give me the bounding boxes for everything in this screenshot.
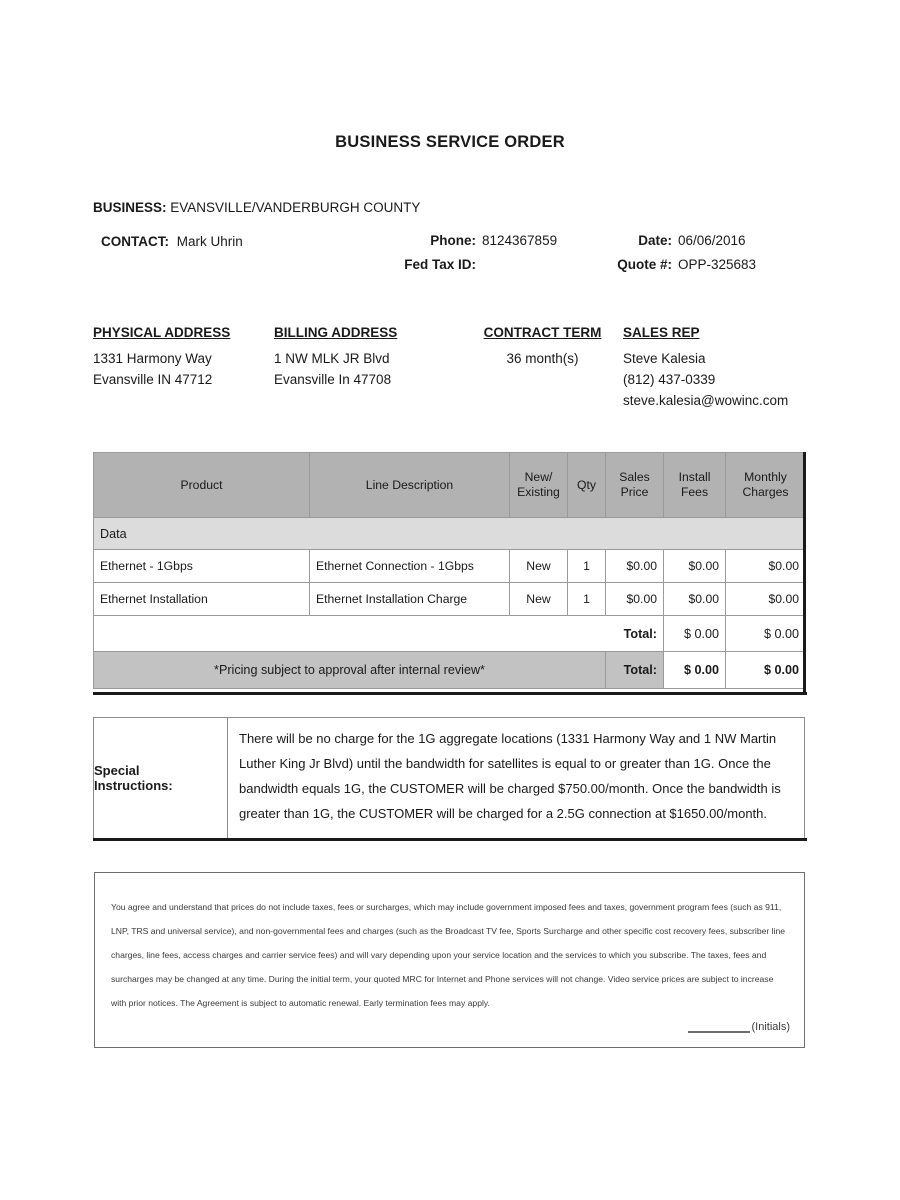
cell-new-existing: New (510, 583, 568, 616)
fed-tax-id-label: Fed Tax ID: (404, 257, 476, 272)
sales-rep-phone: (812) 437-0339 (623, 372, 716, 387)
column-header-qty-line1: Qty (577, 477, 596, 492)
special-instructions-label: Special Instructions: (94, 718, 228, 838)
cell-sales-price: $0.00 (606, 550, 664, 583)
special-instructions-bottom-rule (93, 838, 807, 841)
table-row (94, 550, 806, 583)
pricing-approval-note: *Pricing subject to approval after internal review* (94, 652, 606, 689)
column-header-install-fees-line2: Fees (680, 485, 709, 499)
column-header-monthly-charges-line1: Monthly (744, 470, 787, 484)
business-line (93, 200, 420, 215)
grand-total-label: Total: (606, 652, 664, 689)
column-header-new-existing-line2: Existing (517, 485, 560, 499)
cell-product: Ethernet - 1Gbps (94, 550, 310, 583)
business-value: EVANSVILLE/VANDERBURGH COUNTY (170, 200, 421, 215)
physical-address-block (93, 322, 230, 390)
phone-label: Phone: (430, 233, 476, 248)
grand-total-row (94, 652, 806, 689)
initials-field[interactable] (688, 1020, 790, 1033)
table-header-row (94, 453, 806, 518)
date-field (600, 233, 800, 248)
sales-rep-email: steve.kalesia@wowinc.com (623, 393, 789, 408)
contract-term-heading: CONTRACT TERM (483, 325, 602, 340)
column-header-line-description-line1: Line Description (365, 477, 454, 492)
column-header-product (94, 453, 310, 518)
cell-install-fees: $0.00 (664, 550, 726, 583)
table-right-rule (803, 452, 806, 695)
sales-rep-name: Steve Kalesia (623, 351, 706, 366)
cell-monthly-charges: $0.00 (726, 550, 806, 583)
subtotal-row (94, 616, 806, 652)
quote-number-field (600, 257, 800, 272)
initials-label: (Initials) (751, 1021, 790, 1033)
line-items-table (93, 452, 806, 689)
table-group-label: Data (94, 518, 806, 550)
date-label: Date: (638, 233, 672, 248)
column-header-sales-price-line1: Sales (619, 470, 650, 484)
terms-and-conditions-text: You agree and understand that prices do not include taxes, fees or surcharges, which may include government imposed fees and taxes, government program fees (such as 911, LNP, TRS and universal service), and non-governmental fees and charges (such as the Broadcast TV fee, Sports Surcharge and other specific cost recovery fees, subscriber line charges, line fees, access charges and carrier service fees) and will vary depending upon your service location and the services to which you subscribe. The taxes, fees and surcharges may be changed at any time. During the initial term, your quoted MRC for Internet and Phone services will not change. Video service prices are subject to increase with prior notices. The Agreement is subject to automatic renewal. Early termination fees may apply. (111, 902, 786, 1008)
quote-label: Quote #: (617, 257, 672, 272)
sales-rep-block (623, 322, 788, 411)
column-header-new-existing (510, 453, 568, 518)
quote-value: OPP-325683 (678, 257, 757, 272)
initials-signature-line[interactable] (688, 1020, 750, 1033)
header-right-column (600, 233, 800, 281)
physical-address-line1: 1331 Harmony Way (93, 351, 212, 366)
phone-value: 8124367859 (482, 233, 558, 248)
contact-line (101, 234, 243, 249)
grand-total-install-fees: $ 0.00 (664, 652, 726, 689)
subtotal-monthly-charges: $ 0.00 (726, 616, 806, 652)
column-header-product-line1: Product (180, 477, 223, 492)
date-value: 06/06/2016 (678, 233, 746, 248)
cell-description: Ethernet Connection - 1Gbps (310, 550, 510, 583)
special-instructions-text: There will be no charge for the 1G aggregate locations (1331 Harmony Way and 1 NW Martin Luther King Jr Blvd) until the bandwidth for satellites is equal to or greater than 1G. Once the bandwidth equals 1G, the CUSTOMER will be charged $750.00/month. Once the bandwidth is greater than 1G, the CUSTOMER will be charged for a 2.5G connection at $1650.00/month. (239, 731, 781, 821)
contact-label: CONTACT: (101, 234, 169, 249)
terms-and-conditions-box (94, 872, 805, 1048)
column-header-install-fees (664, 453, 726, 518)
special-instructions-box (93, 717, 805, 839)
subtotal-install-fees: $ 0.00 (664, 616, 726, 652)
billing-address-heading: BILLING ADDRESS (274, 325, 398, 340)
column-header-new-existing-line1: New/ (524, 470, 553, 484)
contract-term-block (470, 322, 615, 369)
contract-term-value: 36 month(s) (506, 351, 579, 366)
cell-new-existing: New (510, 550, 568, 583)
table-row (94, 583, 806, 616)
table-bottom-rule (93, 692, 807, 695)
physical-address-line2: Evansville IN 47712 (93, 372, 213, 387)
phone-field (390, 233, 590, 248)
cell-product: Ethernet Installation (94, 583, 310, 616)
column-header-monthly-charges (726, 453, 806, 518)
page-title: BUSINESS SERVICE ORDER (335, 133, 565, 151)
billing-address-line1: 1 NW MLK JR Blvd (274, 351, 390, 366)
address-section (0, 322, 900, 432)
header-middle-column (390, 233, 590, 281)
column-header-install-fees-line1: Install (678, 470, 711, 484)
table-group-row (94, 518, 806, 550)
column-header-line-description (310, 453, 510, 518)
subtotal-label: Total: (94, 616, 664, 652)
billing-address-block (274, 322, 397, 390)
cell-qty: 1 (568, 550, 606, 583)
column-header-sales-price-line2: Price (620, 485, 649, 499)
column-header-monthly-charges-line2: Charges (742, 485, 789, 499)
column-header-sales-price (606, 453, 664, 518)
column-header-qty (568, 453, 606, 518)
billing-address-line2: Evansville In 47708 (274, 372, 392, 387)
cell-description: Ethernet Installation Charge (310, 583, 510, 616)
physical-address-heading: PHYSICAL ADDRESS (93, 325, 231, 340)
fed-tax-id-field (390, 257, 590, 272)
cell-monthly-charges: $0.00 (726, 583, 806, 616)
grand-total-monthly-charges: $ 0.00 (726, 652, 806, 689)
contact-value: Mark Uhrin (176, 234, 243, 249)
sales-rep-heading: SALES REP (623, 325, 700, 340)
cell-sales-price: $0.00 (606, 583, 664, 616)
business-label: BUSINESS: (93, 200, 167, 215)
cell-install-fees: $0.00 (664, 583, 726, 616)
cell-qty: 1 (568, 583, 606, 616)
